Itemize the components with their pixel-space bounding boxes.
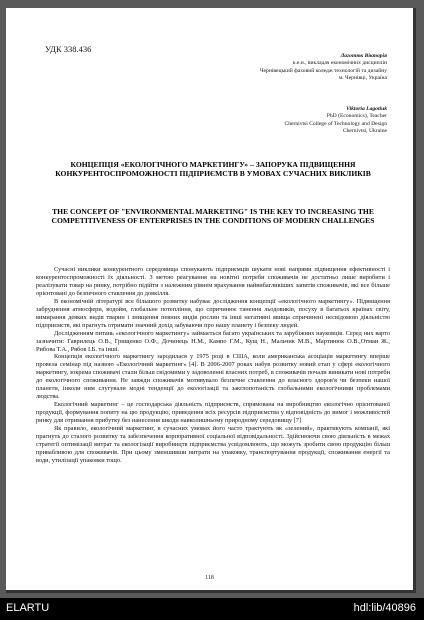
body-paragraph: Як правило, екологічний маркетинг, в сучасних умовах його часто трактують як «зелений», практикують компанії, які прагнуть до сталого розвитку та забезпечення корпоративної соціальної відповідальності. Здійснюючи свою діяльність в межах стратегії оптимізації витрат та екологізації виробництв підприємства усвідомлюють, що можуть зробити свою продукцію більш привабливою для споживачів. При цьому зменшивши витрати на упаковку, транспортування продукції, споживання енергії та води, утилізації упаковки тощо. bbox=[36, 425, 390, 464]
body-paragraph: Екологічний маркетинг – це господарська діяльність підприємств, спрямована на виробництво екологічно орієнтованої продукції, формування попиту на цю продукцію, приведення всіх ресурсів підприємства у відповідність до вимог і можливостей ринку для отримання прибутку без нанесення шкоди навколишньому природному середовищу [7] bbox=[36, 401, 390, 425]
handle-id: hdl:lib/40896 bbox=[353, 602, 416, 614]
author-line: PhD (Economics), Teacher bbox=[326, 113, 387, 120]
author-line: Chernivtsi, Ukraine bbox=[342, 128, 387, 135]
repository-footer bbox=[0, 598, 424, 620]
author-line: Чернівецький фаховий коледж технологій та дизайну bbox=[259, 67, 387, 74]
body-paragraph: В економічній літературі все більшого розвитку набуває дослідження концепції «екологічного маркетингу». Підвищення забруднення атмосфери, водойм, глобальне потепління, що спричинює танення льодовиків, посуху в багатьох країнах світу, вимирання деяких видів тварин і знищення певних видів рослин та інші негативні явища спричинені несвідомою діяльністю підприємств, які прагнуть отримати значний дохід забуваючи про нашу планету і безпеку людей. bbox=[36, 297, 390, 329]
author-line: к.е.н., викладач економічних дисциплін bbox=[292, 60, 387, 67]
author-name-ua: Лаготюк Вікторія bbox=[340, 53, 387, 59]
article-body bbox=[36, 266, 390, 465]
author-line: м. Чернівці, Україна bbox=[338, 75, 387, 82]
author-info-en bbox=[284, 106, 387, 136]
body-paragraph: Сучасні виклики конкурентного середовища спонукають підприємців шукати нові напрями підвищення ефективності і конкурентоспроможності їх діяльності. З метою реагування на новітні потреби споживачів не достатньо лише виробити і реалізувати товар на ринку, потрібно підійти з належним рівнем врахування найвибагливіших запитів споживачів, які все більше орієнтовані до безпечного ставлення до довкілля. bbox=[36, 266, 390, 297]
author-line: Chernivtsi College of Technology and Design bbox=[284, 120, 387, 127]
document-page bbox=[6, 8, 416, 593]
author-info-ua bbox=[260, 53, 387, 83]
article-title-en: THE CONCEPT OF "ENVIRONMENTAL MARKETING" IS THE KEY TO INCREASING THE COMPETITIVENESS OF ENTERPRISES IN THE CONDITIONS OF MODERN CHALLENGES bbox=[51, 207, 375, 226]
repository-name: ELARTU bbox=[6, 602, 50, 614]
udk-code: УДК 338.436 bbox=[45, 44, 92, 54]
body-paragraph: Концепція екологічного маркетингу зародилася у 1975 році в США, коли американська асоціація маркетингу вперше провела семінар під назвою «Екологічний маркетинг» [4]. В 2006-2007 роках набув розвитку новий етап у сфері екологічного маркетингу, зокрема споживачі стали більш свідомими у задоволенні власних потреб, в споживачів почали виникати нові потреби до екологічного споживання. Не завжди споживачів мотивувало безпечне ставлення до власного здоров'я чи безпеки нашої планети, інколи ним слугували модні тенденції до екологізації та закглопотаність глобальними екологічними проблемами людства. bbox=[36, 353, 390, 401]
article-title-ua: КОНЦЕПЦІЯ «ЕКОЛОГІЧНОГО МАРКЕТИНГУ» – ЗАПОРУКА ПІДВИЩЕННЯ КОНКУРЕНТОСПРОМОЖНОСТІ ПІДПРИЄМСТВ В УМОВАХ СУЧАСНИХ ВИКЛИКІВ bbox=[55, 160, 371, 179]
body-paragraph: Дослідженням питань «екологічного маркетингу» займається багато українських та зарубіжних науковців. Серед них варто зазначити: Гаврилець О.В., Грищенко О.Ф., Дочинець Н.М., Кампо Г.М., Кущ Н., Мальчик М.В., Мартинюк О.В.,Отмаи Ж., Рибова Т.А., Рябов І.Б. та інші. bbox=[36, 329, 390, 353]
page-number: 118 bbox=[205, 575, 214, 581]
author-name-en: Viktoria Lagotiuk bbox=[346, 106, 387, 112]
